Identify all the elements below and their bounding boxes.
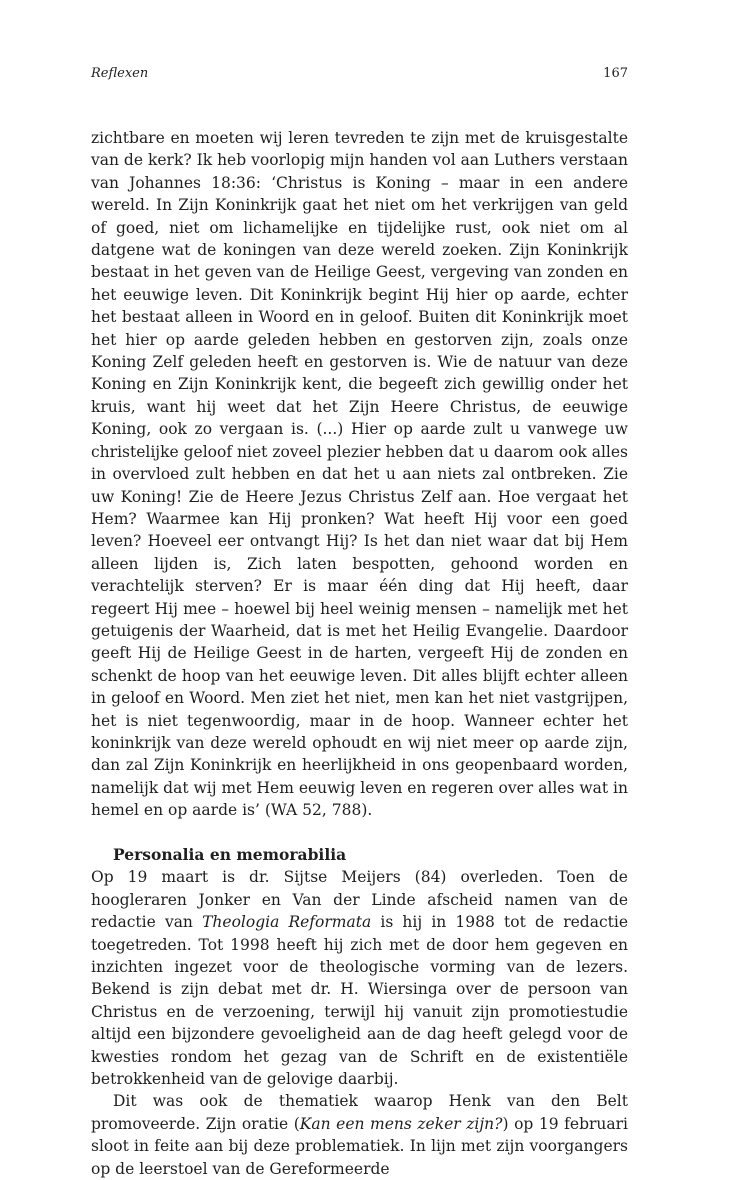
paragraph-text: is hij in 1988 tot de redactie toegetreden. Tot 1998 heeft hij zich met de door hem gegeven en inzichten ingezet voor de theologische vorming van de lezers. Bekend is zijn debat met dr. H. Wiersinga over de persoon van Christus en de verzoening, terwijl hij vanuit zijn promotiestudie altijd een bijzondere gevoeligheid aan de dag heeft gelegd voor de kwesties rondom het gezag van de Schrift en de existentiële betrokkenheid van de gelovige daarbij. [91, 913, 628, 1089]
section-heading: Personalia en memorabilia [113, 844, 347, 864]
paragraph-text: Op 19 maart is dr. Sijtse Meijers (84) overleden. Toen de hoogleraren Jonker en Van der Linde afscheid namen van de redactie van [91, 868, 628, 932]
journal-title: Theologia Reformata [202, 913, 372, 932]
body-text [91, 127, 628, 1180]
page-number: 167 [603, 66, 628, 81]
paragraph-text: ) op 19 februari sloot in feite aan bij deze problematiek. In lijn met zijn voorgangers op de leerstoel van de Gereformeerde [91, 1114, 628, 1178]
paragraph-oration [91, 1090, 628, 1180]
oration-title: Kan een mens zeker zijn? [299, 1114, 503, 1133]
quote-paragraph: zichtbare en moeten wij leren tevreden te zijn met de kruisgestalte van de kerk? Ik heb voorlopig mijn handen vol aan Luthers verstaan van Johannes 18:36: ‘Christus is Koning – maar in een andere wereld. In Zijn Koninkrijk gaat het niet om het verkrijgen van geld of goed, niet om lichamelijke en tijdelijke rust, ook niet om al datgene wat de koningen van deze wereld zoeken. Zijn Koninkrijk bestaat in het geven van de Heilige Geest, vergeving van zonden en het eeuwige leven. Dit Koninkrijk begint Hij hier op aarde, echter het bestaat alleen in Woord en in geloof. Buiten dit Koninkrijk moet het hier op aarde geleden hebben en gestorven zijn, zoals onze Koning Zelf geleden heeft en gestorven is. Wie de natuur van deze Koning en Zijn Koninkrijk kent, die begeeft zich gewillig onder het kruis, want hij weet dat het Zijn Heere Christus, de eeuwige Koning, ook zo vergaan is. (...) Hier op aarde zult u vanwege uw christelijke geloof niet zoveel plezier hebben dat u daarom ook alles in overvloed zult hebben en dat het u aan niets zal ontbreken. Zie uw Koning! Zie de Heere Jezus Christus Zelf aan. Hoe vergaat het Hem? Waarmee kan Hij pronken? Wat heeft Hij voor een goed leven? Hoeveel eer ontvangt Hij? Is het dan niet waar dat bij Hem alleen lijden is, Zich laten bespotten, gehoond worden en verachtelijk sterven? Er is maar één ding dat Hij heeft, daar regeert Hij mee – hoewel bij heel weinig mensen – namelijk met het getuigenis der Waarheid, dat is met het Heilig Evangelie. Daardoor geeft Hij de Heilige Geest in de harten, vergeeft Hij de zonden en schenkt de hoop van het eeuwige leven. Dit alles blijft echter alleen in geloof en Woord. Men ziet het niet, men kan het niet vastgrijpen, het is niet tegenwoordig, maar in de hoop. Wanneer echter het koninkrijk van deze wereld ophoudt en wij niet meer op aarde zijn, dan zal Zijn Koninkrijk en heerlijkheid in ons geopenbaard worden, namelijk dat wij met Hem eeuwig leven en regeren over alles wat in hemel en op aarde is’ (WA 52, 788). [91, 129, 628, 820]
paragraph-obituary [91, 866, 628, 1090]
paragraph-text: Dit was ook de thematiek waarop Henk van den Belt promoveerde. Zijn oratie ( [91, 1092, 628, 1133]
running-title: Reflexen [91, 66, 149, 81]
running-header [91, 64, 628, 84]
